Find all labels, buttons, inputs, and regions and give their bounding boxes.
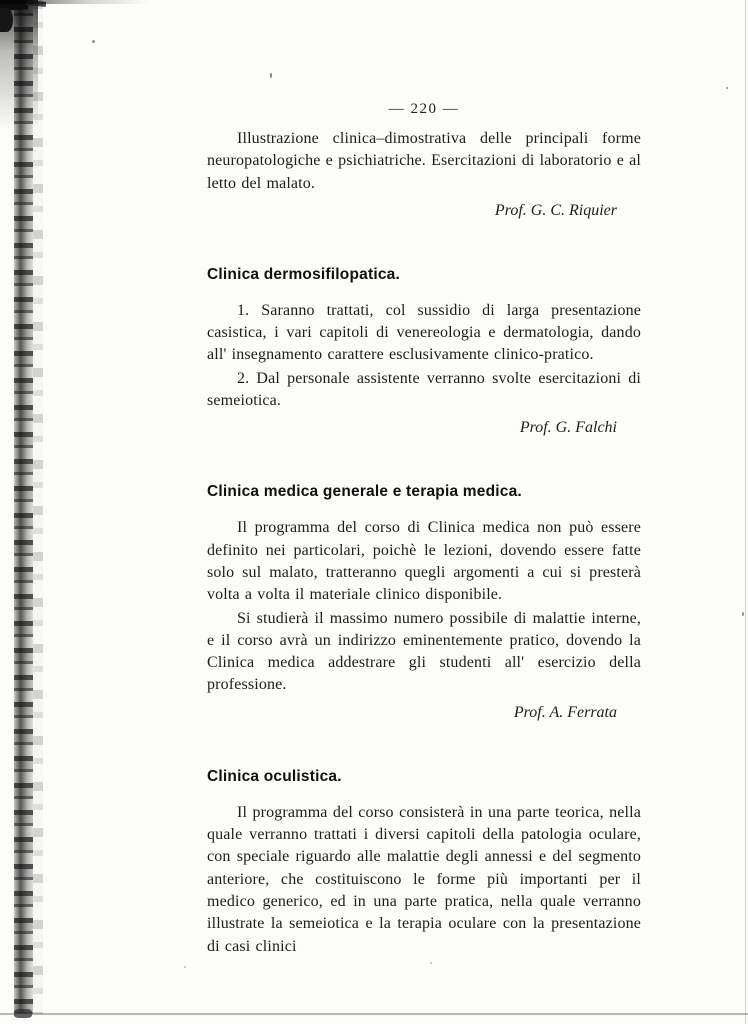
- scan-speckle: [742, 612, 744, 616]
- page-number: — 220 —: [388, 101, 460, 117]
- body-paragraph: Il programma del corso di Clinica medica non può essere definito nei particolari, poichè le lezioni, dovendo essere fatte solo sul malato, tratteranno quegli argomenti a cui si presterà volta a volta il materiale clinico disponibile.: [207, 519, 641, 604]
- scan-binding-edge: [14, 0, 33, 1014]
- scan-top-smudge: [0, 0, 150, 4]
- section-heading: Clinica dermosifilopatica.: [207, 265, 400, 283]
- scan-bottom-edge-line: [0, 1013, 748, 1015]
- scan-speckle: [92, 40, 95, 43]
- body-paragraph: Illustrazione clinica–dimostrativa delle principali forme neuropatologiche e psichiatriche. Esercitazioni di laboratorio e al letto del malato.: [207, 130, 641, 192]
- section-heading: Clinica medica generale e terapia medica.: [207, 483, 522, 501]
- scan-speckle: [430, 962, 432, 964]
- section-clinica-dermosifilopatica: [207, 266, 641, 438]
- scan-speckle: [726, 87, 728, 89]
- section-heading: Clinica oculistica.: [207, 767, 342, 785]
- scan-speckle: [184, 966, 186, 968]
- professor-signature: Prof. G. Falchi: [519, 419, 617, 437]
- body-paragraph: 2. Dal personale assistente verranno svolte esercitazioni di semeiotica.: [207, 369, 641, 410]
- scan-right-edge-line: [745, 0, 746, 1024]
- professor-signature: Prof. A. Ferrata: [513, 703, 617, 721]
- page-content: [207, 0, 641, 958]
- scan-binding-edge-soft: [33, 0, 43, 1014]
- body-paragraph: Il programma del corso consisterà in una parte teorica, nella quale verranno trattati i diversi capitoli della patologia oculare, con speciale riguardo alle malattie degli annessi e del segmento anteriore, che costituiscono le forme più importanti per il medico generico, ed in una parte pratica, nella quale verranno illustrate la semeiotica e la terapia oculare con la presentazione di casi clinici: [207, 803, 641, 955]
- scan-corner-mark: [0, 8, 13, 32]
- section-clinica-medica-generale: [207, 483, 641, 722]
- body-paragraph: Si studierà il massimo numero possibile di malattie interne, e il corso avrà un indirizzo eminentemente pratico, dovendo la Clinica medica addestrare gli studenti all' esercizio della professione.: [207, 609, 641, 694]
- professor-signature: Prof. G. C. Riquier: [494, 201, 617, 219]
- body-paragraph: 1. Saranno trattati, col sussidio di larga presentazione casistica, i vari capitoli di venereologia e dermatologia, dando all' insegnamento carattere esclusivamente clinico-pratico.: [207, 301, 641, 364]
- section-clinica-oculistica: [207, 768, 641, 958]
- section-continuation: [207, 128, 641, 221]
